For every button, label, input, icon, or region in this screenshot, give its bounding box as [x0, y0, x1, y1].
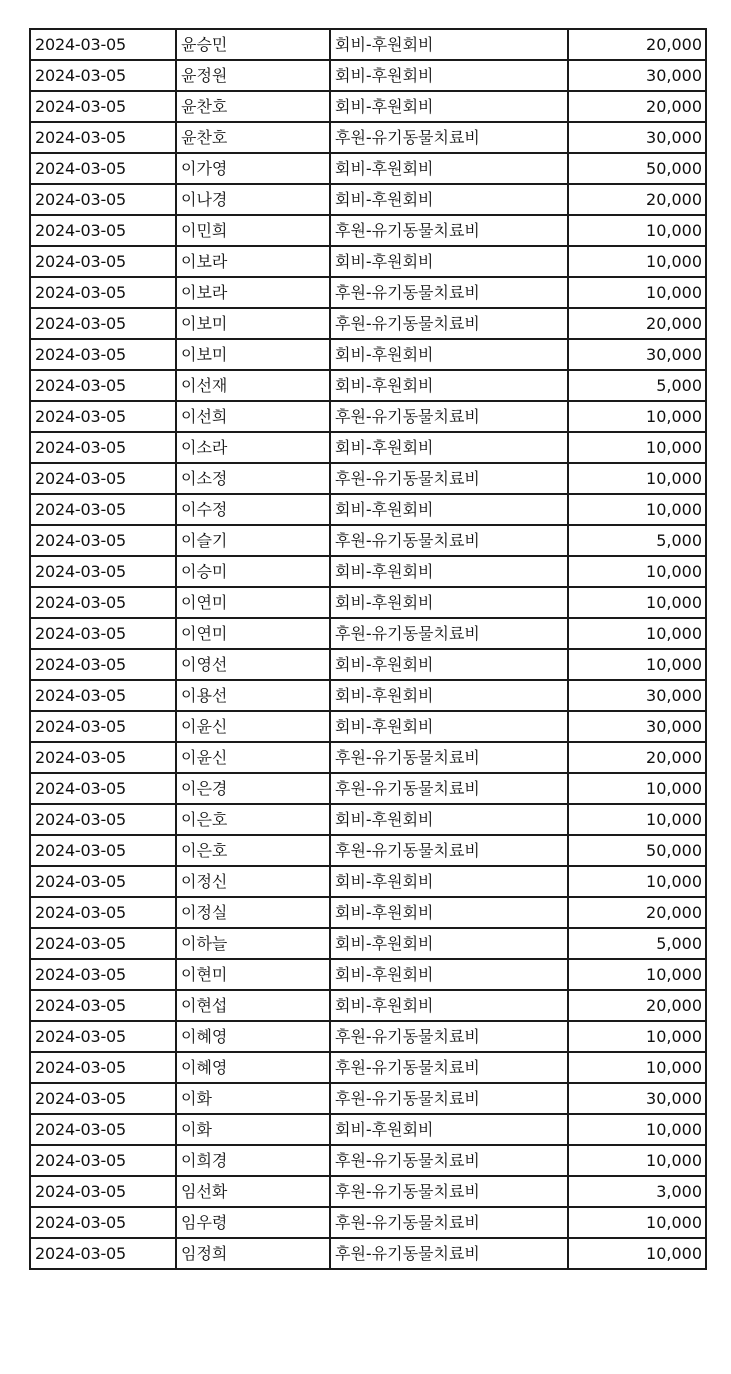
donation-ledger-table	[29, 28, 707, 1270]
table-row	[30, 370, 706, 401]
name-cell: 이정신	[176, 866, 330, 897]
date-cell: 2024-03-05	[30, 308, 176, 339]
item-cell: 후원-유기동물치료비	[330, 401, 568, 432]
name-cell: 이하늘	[176, 928, 330, 959]
table-row	[30, 897, 706, 928]
amount-cell: 30,000	[568, 122, 706, 153]
table-row	[30, 742, 706, 773]
item-cell: 회비-후원회비	[330, 29, 568, 60]
amount-cell: 20,000	[568, 91, 706, 122]
date-cell: 2024-03-05	[30, 618, 176, 649]
amount-cell: 10,000	[568, 959, 706, 990]
amount-cell: 10,000	[568, 773, 706, 804]
name-cell: 이희경	[176, 1145, 330, 1176]
amount-cell: 30,000	[568, 711, 706, 742]
item-cell: 회비-후원회비	[330, 246, 568, 277]
item-cell: 후원-유기동물치료비	[330, 1176, 568, 1207]
name-cell: 이선재	[176, 370, 330, 401]
date-cell: 2024-03-05	[30, 339, 176, 370]
table-row	[30, 91, 706, 122]
name-cell: 이화	[176, 1114, 330, 1145]
date-cell: 2024-03-05	[30, 990, 176, 1021]
date-cell: 2024-03-05	[30, 277, 176, 308]
amount-cell: 10,000	[568, 1207, 706, 1238]
name-cell: 이소라	[176, 432, 330, 463]
date-cell: 2024-03-05	[30, 1207, 176, 1238]
table-row	[30, 246, 706, 277]
name-cell: 이나경	[176, 184, 330, 215]
name-cell: 이민희	[176, 215, 330, 246]
name-cell: 이선희	[176, 401, 330, 432]
name-cell: 이은호	[176, 835, 330, 866]
amount-cell: 20,000	[568, 29, 706, 60]
amount-cell: 10,000	[568, 556, 706, 587]
amount-cell: 5,000	[568, 370, 706, 401]
table-row	[30, 184, 706, 215]
amount-cell: 10,000	[568, 804, 706, 835]
name-cell: 윤찬호	[176, 91, 330, 122]
item-cell: 후원-유기동물치료비	[330, 1207, 568, 1238]
table-row	[30, 711, 706, 742]
name-cell: 이은호	[176, 804, 330, 835]
amount-cell: 5,000	[568, 928, 706, 959]
table-row	[30, 60, 706, 91]
date-cell: 2024-03-05	[30, 463, 176, 494]
amount-cell: 10,000	[568, 618, 706, 649]
amount-cell: 20,000	[568, 308, 706, 339]
table-row	[30, 339, 706, 370]
table-row	[30, 835, 706, 866]
name-cell: 이보라	[176, 277, 330, 308]
item-cell: 후원-유기동물치료비	[330, 215, 568, 246]
item-cell: 회비-후원회비	[330, 91, 568, 122]
table-row	[30, 990, 706, 1021]
table-row	[30, 959, 706, 990]
name-cell: 이현섭	[176, 990, 330, 1021]
name-cell: 이현미	[176, 959, 330, 990]
table-row	[30, 1021, 706, 1052]
amount-cell: 10,000	[568, 215, 706, 246]
date-cell: 2024-03-05	[30, 432, 176, 463]
item-cell: 회비-후원회비	[330, 990, 568, 1021]
name-cell: 이가영	[176, 153, 330, 184]
table-row	[30, 401, 706, 432]
name-cell: 이혜영	[176, 1052, 330, 1083]
amount-cell: 20,000	[568, 742, 706, 773]
item-cell: 후원-유기동물치료비	[330, 742, 568, 773]
date-cell: 2024-03-05	[30, 835, 176, 866]
item-cell: 회비-후원회비	[330, 866, 568, 897]
table-row	[30, 1083, 706, 1114]
date-cell: 2024-03-05	[30, 1083, 176, 1114]
item-cell: 회비-후원회비	[330, 959, 568, 990]
table-row	[30, 215, 706, 246]
date-cell: 2024-03-05	[30, 525, 176, 556]
date-cell: 2024-03-05	[30, 215, 176, 246]
item-cell: 후원-유기동물치료비	[330, 122, 568, 153]
amount-cell: 5,000	[568, 525, 706, 556]
date-cell: 2024-03-05	[30, 897, 176, 928]
amount-cell: 20,000	[568, 990, 706, 1021]
date-cell: 2024-03-05	[30, 866, 176, 897]
amount-cell: 20,000	[568, 897, 706, 928]
table-row	[30, 432, 706, 463]
table-row	[30, 556, 706, 587]
date-cell: 2024-03-05	[30, 587, 176, 618]
item-cell: 회비-후원회비	[330, 556, 568, 587]
item-cell: 회비-후원회비	[330, 897, 568, 928]
name-cell: 이은경	[176, 773, 330, 804]
date-cell: 2024-03-05	[30, 1021, 176, 1052]
amount-cell: 30,000	[568, 680, 706, 711]
name-cell: 이보미	[176, 308, 330, 339]
table-row	[30, 463, 706, 494]
amount-cell: 10,000	[568, 401, 706, 432]
item-cell: 회비-후원회비	[330, 928, 568, 959]
item-cell: 회비-후원회비	[330, 153, 568, 184]
amount-cell: 50,000	[568, 153, 706, 184]
table-row	[30, 804, 706, 835]
table-row	[30, 494, 706, 525]
name-cell: 임우령	[176, 1207, 330, 1238]
amount-cell: 10,000	[568, 432, 706, 463]
table-row	[30, 587, 706, 618]
name-cell: 이윤신	[176, 742, 330, 773]
date-cell: 2024-03-05	[30, 1145, 176, 1176]
date-cell: 2024-03-05	[30, 1114, 176, 1145]
table-row	[30, 1114, 706, 1145]
name-cell: 이소정	[176, 463, 330, 494]
date-cell: 2024-03-05	[30, 649, 176, 680]
table-row	[30, 1145, 706, 1176]
table-row	[30, 1176, 706, 1207]
item-cell: 회비-후원회비	[330, 494, 568, 525]
date-cell: 2024-03-05	[30, 401, 176, 432]
item-cell: 회비-후원회비	[330, 649, 568, 680]
table-row	[30, 29, 706, 60]
amount-cell: 30,000	[568, 339, 706, 370]
amount-cell: 30,000	[568, 60, 706, 91]
date-cell: 2024-03-05	[30, 742, 176, 773]
table-row	[30, 1207, 706, 1238]
table-row	[30, 680, 706, 711]
name-cell: 이영선	[176, 649, 330, 680]
name-cell: 임정희	[176, 1238, 330, 1269]
table-row	[30, 773, 706, 804]
name-cell: 이화	[176, 1083, 330, 1114]
item-cell: 회비-후원회비	[330, 370, 568, 401]
item-cell: 회비-후원회비	[330, 432, 568, 463]
name-cell: 임선화	[176, 1176, 330, 1207]
date-cell: 2024-03-05	[30, 959, 176, 990]
name-cell: 이연미	[176, 618, 330, 649]
table-row	[30, 277, 706, 308]
name-cell: 이슬기	[176, 525, 330, 556]
item-cell: 후원-유기동물치료비	[330, 773, 568, 804]
amount-cell: 10,000	[568, 1114, 706, 1145]
table-row	[30, 153, 706, 184]
date-cell: 2024-03-05	[30, 556, 176, 587]
item-cell: 후원-유기동물치료비	[330, 1021, 568, 1052]
amount-cell: 10,000	[568, 277, 706, 308]
amount-cell: 10,000	[568, 246, 706, 277]
item-cell: 회비-후원회비	[330, 711, 568, 742]
name-cell: 윤찬호	[176, 122, 330, 153]
item-cell: 후원-유기동물치료비	[330, 277, 568, 308]
item-cell: 후원-유기동물치료비	[330, 1052, 568, 1083]
table-row	[30, 649, 706, 680]
amount-cell: 10,000	[568, 463, 706, 494]
item-cell: 회비-후원회비	[330, 587, 568, 618]
table-row	[30, 866, 706, 897]
amount-cell: 10,000	[568, 1145, 706, 1176]
date-cell: 2024-03-05	[30, 184, 176, 215]
name-cell: 이연미	[176, 587, 330, 618]
table-row	[30, 1052, 706, 1083]
item-cell: 후원-유기동물치료비	[330, 525, 568, 556]
item-cell: 후원-유기동물치료비	[330, 308, 568, 339]
amount-cell: 10,000	[568, 649, 706, 680]
table-row	[30, 308, 706, 339]
item-cell: 후원-유기동물치료비	[330, 835, 568, 866]
table-row	[30, 525, 706, 556]
date-cell: 2024-03-05	[30, 122, 176, 153]
amount-cell: 10,000	[568, 1021, 706, 1052]
ledger-body	[30, 29, 706, 1269]
amount-cell: 10,000	[568, 494, 706, 525]
name-cell: 이보미	[176, 339, 330, 370]
date-cell: 2024-03-05	[30, 1176, 176, 1207]
date-cell: 2024-03-05	[30, 1052, 176, 1083]
date-cell: 2024-03-05	[30, 91, 176, 122]
item-cell: 회비-후원회비	[330, 1114, 568, 1145]
name-cell: 이수정	[176, 494, 330, 525]
name-cell: 이보라	[176, 246, 330, 277]
amount-cell: 50,000	[568, 835, 706, 866]
amount-cell: 20,000	[568, 184, 706, 215]
date-cell: 2024-03-05	[30, 1238, 176, 1269]
amount-cell: 10,000	[568, 1238, 706, 1269]
table-row	[30, 1238, 706, 1269]
date-cell: 2024-03-05	[30, 680, 176, 711]
name-cell: 윤정원	[176, 60, 330, 91]
name-cell: 이혜영	[176, 1021, 330, 1052]
item-cell: 후원-유기동물치료비	[330, 618, 568, 649]
table-row	[30, 618, 706, 649]
amount-cell: 10,000	[568, 1052, 706, 1083]
item-cell: 후원-유기동물치료비	[330, 463, 568, 494]
amount-cell: 10,000	[568, 866, 706, 897]
date-cell: 2024-03-05	[30, 773, 176, 804]
item-cell: 회비-후원회비	[330, 680, 568, 711]
name-cell: 이용선	[176, 680, 330, 711]
date-cell: 2024-03-05	[30, 60, 176, 91]
name-cell: 이윤신	[176, 711, 330, 742]
item-cell: 회비-후원회비	[330, 184, 568, 215]
item-cell: 후원-유기동물치료비	[330, 1238, 568, 1269]
amount-cell: 30,000	[568, 1083, 706, 1114]
table-row	[30, 928, 706, 959]
table-row	[30, 122, 706, 153]
name-cell: 윤승민	[176, 29, 330, 60]
amount-cell: 3,000	[568, 1176, 706, 1207]
item-cell: 후원-유기동물치료비	[330, 1083, 568, 1114]
date-cell: 2024-03-05	[30, 153, 176, 184]
date-cell: 2024-03-05	[30, 711, 176, 742]
date-cell: 2024-03-05	[30, 29, 176, 60]
name-cell: 이승미	[176, 556, 330, 587]
name-cell: 이정실	[176, 897, 330, 928]
item-cell: 회비-후원회비	[330, 339, 568, 370]
date-cell: 2024-03-05	[30, 494, 176, 525]
date-cell: 2024-03-05	[30, 928, 176, 959]
date-cell: 2024-03-05	[30, 246, 176, 277]
date-cell: 2024-03-05	[30, 370, 176, 401]
amount-cell: 10,000	[568, 587, 706, 618]
item-cell: 회비-후원회비	[330, 804, 568, 835]
item-cell: 회비-후원회비	[330, 60, 568, 91]
item-cell: 후원-유기동물치료비	[330, 1145, 568, 1176]
date-cell: 2024-03-05	[30, 804, 176, 835]
